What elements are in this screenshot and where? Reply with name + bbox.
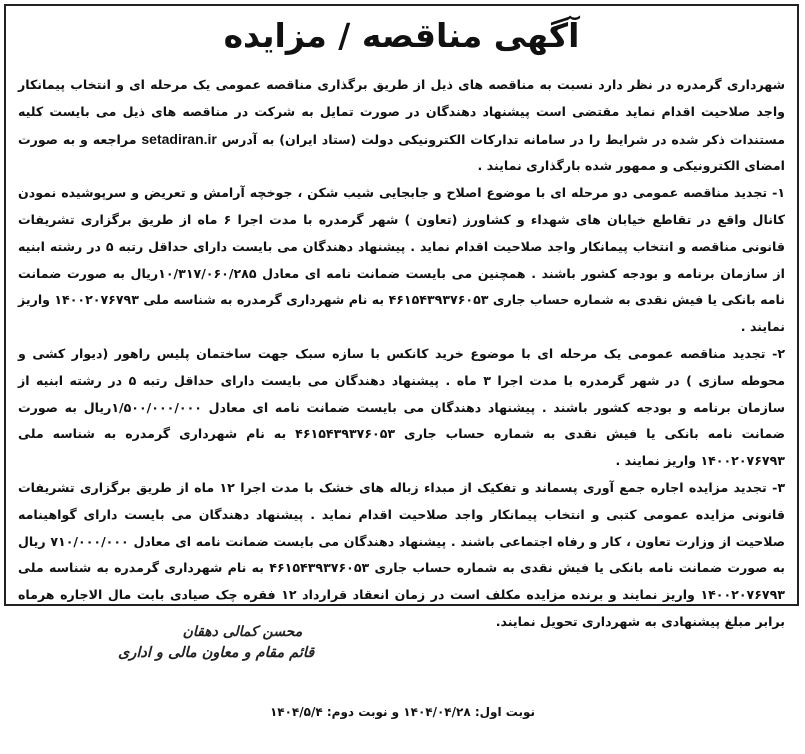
intro-text-start: شهرداری گرمدره در نظر دارد نسبت به مناقصه های ذیل از طریق برگذاری مناقصه عمومی یک مرحله ای و انتخاب پیمانکار واجد صلاحیت اقدام نماید مقتضی است پیشنهاد دهندگان در صورت تمایل به شرکت در مناقصه های ذیل می بایست کلیه مستندات ذکر شده در شرایط را در سامانه تدارکات الکترونیکی دولت (ستاد ایران) به آدرس [18, 77, 785, 147]
signatory-title: قائم مقام و معاون مالی و اداری [118, 644, 315, 661]
publication-dates: نوبت اول: ۱۴۰۴/۰۴/۲۸ و نوبت دوم: ۱۴۰۴/۵/۴ [269, 705, 536, 719]
announcement-title: آگهی مناقصه / مزایده [223, 16, 580, 55]
signature-block [118, 622, 314, 664]
intro-text-end: مراجعه و به صورت امضای الکترونیکی و ممهور شده بارگذاری نمایند . [18, 131, 785, 174]
signatory-name: محسن کمالی دهقان [182, 624, 303, 640]
announcement-box [4, 4, 799, 629]
intro-paragraph [18, 72, 785, 180]
auction-item-3: ۳- تجدید مزایده اجاره جمع آوری پسماند و تفکیک از مبداء زباله های خشک با مدت اجرا ۱۲ ماه از طریق برگزاری تشریفات قانونی مزایده عمومی کتبی و انتخاب پیمانکار واجد صلاحیت اقدام نماید . پیشنهاد دهندگان می بایست دارای گواهینامه صلاحیت از وزارت تعاون ، کار و رفاه اجتماعی باشند . پیشنهاد دهندگان می بایست ضمانت نامه ای معادل ۷۱۰/۰۰۰/۰۰۰ ریال به صورت ضمانت نامه بانکی یا فیش نقدی به شماره حساب جاری ۴۶۱۵۴۳۹۳۷۶۰۵۳ به نام شهرداری گرمدره به شناسه ملی ۱۴۰۰۲۰۷۶۷۹۳ واریز نمایند و برنده مزایده مکلف است در زمان انعقاد قرارداد ۱۲ فقره چک صیادی بابت مال الاجاره هرماه برابر مبلغ پیشنهادی به شهرداری تحویل نمایند. [18, 479, 786, 629]
announcement-body [6, 58, 797, 636]
tender-item-1: ۱- تجدید مناقصه عمومی دو مرحله ای با موضوع اصلاح و جابجایی شیب شکن ، جوخچه آرامش و تعریض و سرپوشیده نمودن کانال واقع در تقاطع خیابان های شهداء و کشاورز (تعاون ) شهر گرمدره با مدت اجرا ۶ ماه از طریق برگزاری تشریفات قانونی مناقصه و انتخاب پیمانکار واجد صلاحیت اقدام نماید . پیشنهاد دهندگان می بایست دارای حداقل رتبه ۵ در رشته ابنیه از سازمان برنامه و بودجه کشور باشند . همچنین می بایست ضمانت نامه ای معادل ۱۰/۳۱۷/۰۶۰/۲۸۵ریال به صورت ضمانت نامه بانکی یا فیش نقدی به شماره حساب جاری ۴۶۱۵۴۳۹۳۷۶۰۵۳ به نام شهرداری گرمدره به شناسه ملی ۱۴۰۰۲۰۷۶۷۹۳ واریز نمایند . [18, 185, 786, 335]
setadiran-address: setadiran.ir [141, 130, 217, 147]
tender-item-2: ۲- تجدید مناقصه عمومی یک مرحله ای با موضوع خرید کانکس با سازه سبک جهت ساختمان پلیس راهور (دیوار کشی و محوطه سازی ) در شهر گرمدره با مدت اجرا ۳ ماه . پیشنهاد دهندگان می بایست دارای حداقل رتبه ۵ در رشته ابنیه از سازمان برنامه و بودجه کشور باشند . پیشنهاد دهندگان می بایست ضمانت نامه ای معادل ۱/۵۰۰/۰۰۰/۰۰۰ریال به صورت ضمانت نامه بانکی یا فیش نقدی به شماره حساب جاری ۴۶۱۵۴۳۹۳۷۶۰۵۳ به نام شهرداری گرمدره به شناسه ملی ۱۴۰۰۲۰۷۶۷۹۳ واریز نمایند . [18, 345, 786, 469]
